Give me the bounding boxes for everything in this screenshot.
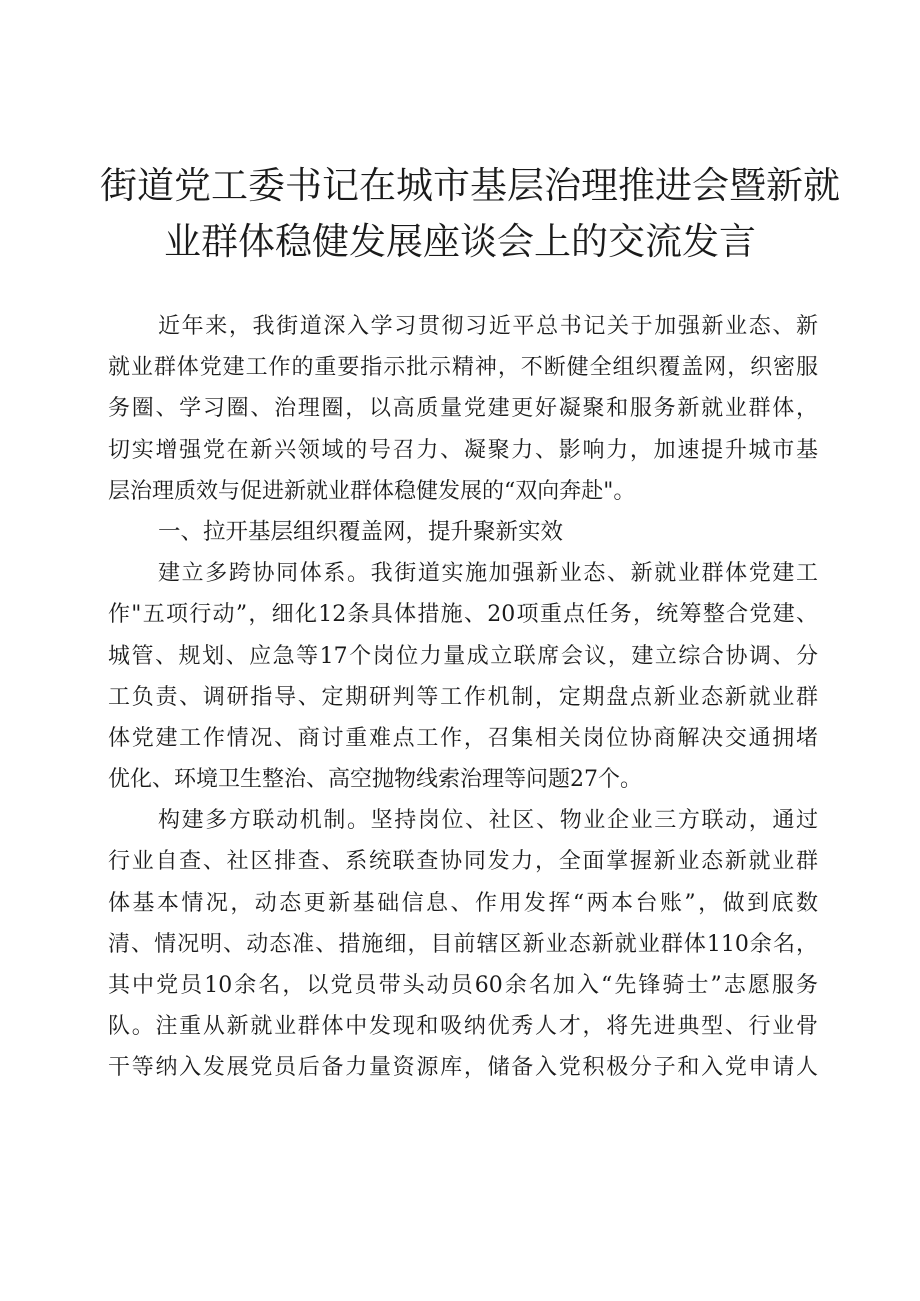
text-line: 其中党员10余名，以党员带头动员60余名加入“先锋骑士”志愿服务: [108, 973, 818, 999]
text-line: 体党建工作情况、商讨重难点工作，召集相关岗位协商解决交通拥堵: [108, 725, 818, 751]
intro-paragraph: [108, 306, 818, 512]
paragraph-coordination-system: [108, 553, 818, 800]
text-line: 队。注重从新就业群体中发现和吸纳优秀人才，将先进典型、行业骨: [108, 1014, 818, 1040]
document-body: [108, 306, 818, 1089]
paragraph-linkage-mechanism: [108, 800, 818, 1088]
title-line: 业群体稳健发展座谈会上的交流发言: [164, 220, 756, 263]
text-line: 作"五项行动”，细化12条具体措施、20项重点任务，统筹整合党建、: [108, 602, 818, 628]
text-line: 清、情况明、动态准、措施细，目前辖区新业态新就业群体110余名，: [108, 931, 818, 957]
section-heading: 一、拉开基层组织覆盖网，提升聚新实效: [158, 518, 564, 545]
document-title: [100, 158, 840, 270]
text-line: 行业自查、社区排查、系统联查协同发力，全面掌握新业态新就业群: [108, 849, 818, 875]
text-line: 优化、环境卫生整治、高空抛物线索治理等问题27个。: [108, 767, 642, 793]
text-line: 工负责、调研指导、定期研判等工作机制，定期盘点新业态新就业群: [108, 684, 818, 710]
text-line: 近年来，我街道深入学习贯彻习近平总书记关于加强新业态、新: [158, 314, 818, 339]
text-line: 构建多方联动机制。坚持岗位、社区、物业企业三方联动，通过: [158, 808, 818, 834]
text-line: 体基本情况，动态更新基础信息、作用发挥“两本台账”，做到底数: [108, 890, 818, 916]
text-line: 层治理质效与促进新就业群体稳健发展的“双向奔赴"。: [108, 478, 636, 504]
text-line: 城管、规划、应急等17个岗位力量成立联席会议，建立综合协调、分: [108, 643, 818, 669]
text-line: 切实增强党在新兴领域的号召力、凝聚力、影响力，加速提升城市基: [108, 437, 818, 463]
text-line: 就业群体党建工作的重要指示批示精神，不断健全组织覆盖网，织密服: [108, 355, 818, 381]
text-line: 务圈、学习圈、治理圈，以高质量党建更好凝聚和服务新就业群体，: [108, 396, 818, 422]
title-line: 街道党工委书记在城市基层治理推进会暨新就: [100, 164, 840, 207]
text-line: 建立多跨协同体系。我街道实施加强新业态、新就业群体党建工: [158, 561, 818, 587]
text-line: 干等纳入发展党员后备力量资源库，储备入党积极分子和入党申请人: [108, 1055, 818, 1081]
